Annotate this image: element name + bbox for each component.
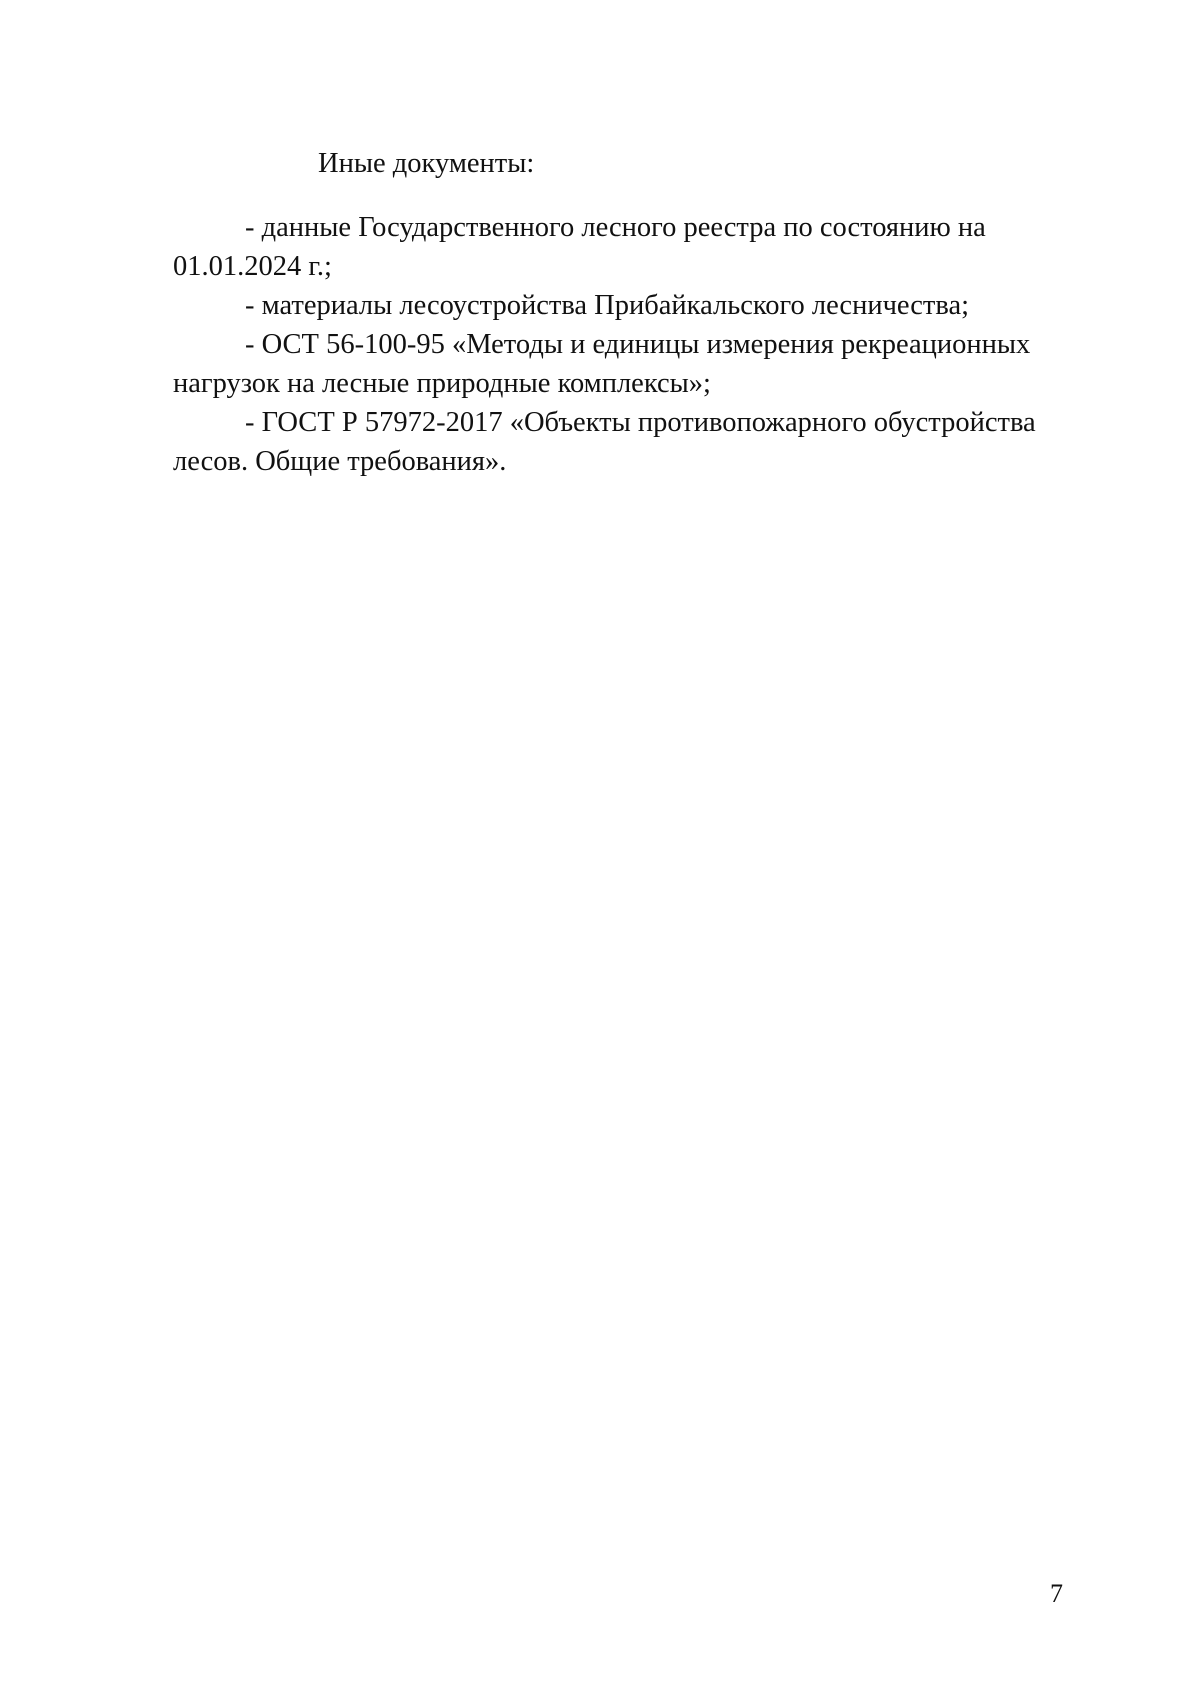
section-heading: Иные документы: (318, 148, 535, 179)
document-item-gost-r-57972-2017: - ГОСТ Р 57972-2017 «Объекты противопожарного обустройства лесов. Общие требования». (173, 407, 1036, 477)
document-item-forest-management-materials: - материалы лесоустройства Прибайкальского лесничества; (245, 290, 970, 321)
document-body (173, 144, 1043, 481)
page-number: 7 (1050, 1579, 1063, 1608)
document-item-state-forest-register: - данные Государственного лесного реестра по состоянию на 01.01.2024 г.; (173, 212, 986, 282)
documents-list (173, 208, 1043, 481)
document-item-ost-56-100-95: - ОСТ 56-100-95 «Методы и единицы измерения рекреационных нагрузок на лесные природные комплексы»; (173, 329, 1031, 399)
